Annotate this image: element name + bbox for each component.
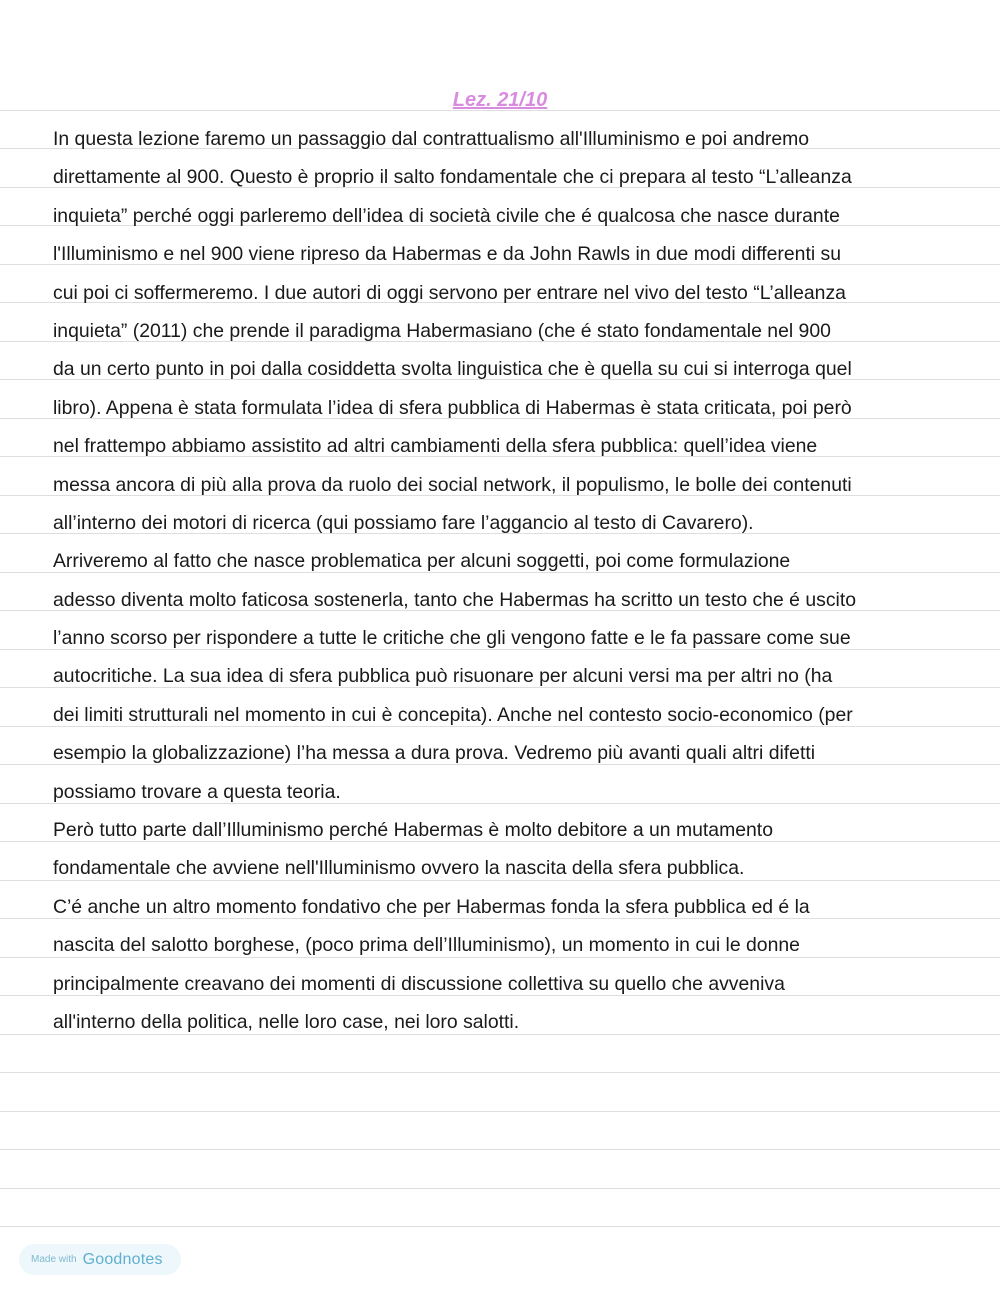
- text-line: all’interno dei motori di ricerca (qui possiamo fare l’aggancio al testo di Cavarero).: [53, 511, 754, 534]
- text-line: C’é anche un altro momento fondativo che per Habermas fonda la sfera pubblica ed é la: [53, 895, 810, 918]
- badge-prefix: Made with: [31, 1254, 77, 1265]
- text-line: dei limiti strutturali nel momento in cui è concepita). Anche nel contesto socio-economico (per: [53, 703, 853, 726]
- text-line: messa ancora di più alla prova da ruolo dei social network, il populismo, le bolle dei contenuti: [53, 473, 852, 496]
- text-line: esempio la globalizzazione) l’ha messa a dura prova. Vedremo più avanti quali altri difetti: [53, 742, 816, 765]
- ruled-line: [0, 1072, 1000, 1073]
- text-line: principalmente creavano dei momenti di discussione collettiva su quello che avveniva: [53, 972, 785, 995]
- made-with-goodnotes-badge[interactable]: [19, 1244, 181, 1275]
- text-line: nel frattempo abbiamo assistito ad altri cambiamenti della sfera pubblica: quell’idea viene: [53, 435, 818, 458]
- page-title: Lez. 21/10: [452, 89, 548, 111]
- text-line: In questa lezione faremo un passaggio dal contrattualismo all'Illuminismo e poi andremo: [53, 128, 810, 150]
- text-line: Arriveremo al fatto che nasce problematica per alcuni soggetti, poi come formulazione: [53, 550, 791, 573]
- text-line: nascita del salotto borghese, (poco prima dell’Illuminismo), un momento in cui le donne: [53, 934, 800, 957]
- ruled-line: [0, 1111, 1000, 1112]
- text-line: l’anno scorso per rispondere a tutte le critiche che gli vengono fatte e le fa passare come sue: [53, 627, 851, 650]
- text-line: cui poi ci soffermeremo. I due autori di oggi servono per entrare nel vivo del testo “L’alleanza: [53, 281, 846, 304]
- ruled-line: [0, 1149, 1000, 1150]
- text-line: direttamente al 900. Questo è proprio il salto fondamentale che ci prepara al testo “L’alleanza: [53, 166, 852, 189]
- text-line: inquieta” (2011) che prende il paradigma Habermasiano (che é stato fondamentale nel 900: [53, 319, 831, 342]
- text-line: Però tutto parte dall’Illuminismo perché Habermas è molto debitore a un mutamento: [53, 819, 773, 842]
- text-line: fondamentale che avviene nell'Illuminismo ovvero la nascita della sfera pubblica.: [53, 857, 745, 880]
- text-line: da un certo punto in poi dalla cosiddetta svolta linguistica che è quella su cui si interroga quel: [53, 358, 852, 381]
- text-line: inquieta” perché oggi parleremo dell’idea di società civile che é qualcosa che nasce durante: [53, 204, 840, 227]
- note-body: [53, 120, 953, 1041]
- text-line: l'Illuminismo e nel 900 viene ripreso da Habermas e da John Rawls in due modi differenti su: [53, 243, 842, 266]
- ruled-line: [0, 1226, 1000, 1227]
- text-line: autocritiche. La sua idea di sfera pubblica può risuonare per alcuni versi ma per altri no (ha: [53, 665, 833, 688]
- text-line: all'interno della politica, nelle loro case, nei loro salotti.: [53, 1010, 520, 1033]
- text-line: possiamo trovare a questa teoria.: [53, 780, 341, 803]
- text-line: libro). Appena è stata formulata l’idea di sfera pubblica di Habermas è stata criticata, poi però: [53, 396, 852, 419]
- ruled-line: [0, 1188, 1000, 1189]
- goodnotes-logo: Goodnotes: [82, 1250, 163, 1268]
- text-line: adesso diventa molto faticosa sostenerla, tanto che Habermas ha scritto un testo che é uscito: [53, 588, 856, 611]
